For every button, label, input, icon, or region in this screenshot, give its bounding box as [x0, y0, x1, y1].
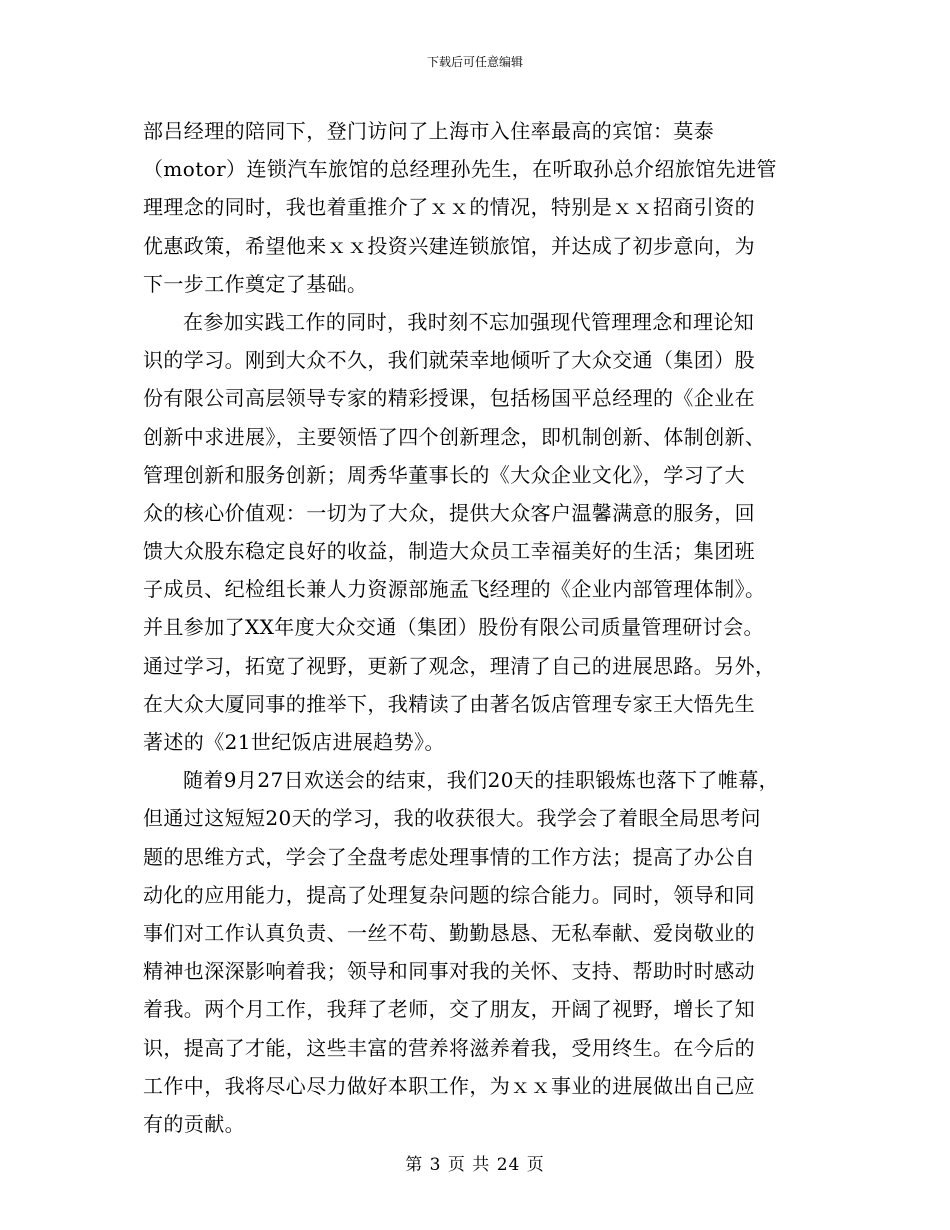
- body-line: 有的贡献。: [143, 1111, 245, 1136]
- paragraph-start-line: 随着9月27日欢送会的结束，我们20天的挂职锻炼也落下了帷幕，: [183, 768, 780, 793]
- body-line: 在大众大厦同事的推举下，我精读了由著名饭店管理专家王大悟先生: [143, 691, 755, 716]
- body-line: 动化的应用能力，提高了处理复杂问题的综合能力。同时，领导和同: [143, 882, 755, 907]
- body-line: 创新中求进展》，主要领悟了四个创新理念，即机制创新、体制创新、: [143, 424, 766, 449]
- page-header-note: 下载后可任意编辑: [426, 55, 523, 69]
- page-number-footer: 第 3 页 共 24 页: [405, 1155, 545, 1175]
- body-line: 众的核心价值观：一切为了大众，提供大众客户温馨满意的服务，回: [143, 500, 755, 525]
- body-line: 份有限公司高层领导专家的精彩授课，包括杨国平总经理的《企业在: [143, 386, 755, 411]
- document-body: [143, 112, 823, 1143]
- body-line: 并且参加了XX年度大众交通（集团）股份有限公司质量管理研讨会。: [143, 615, 764, 640]
- body-line: 部吕经理的陪同下，登门访问了上海市入住率最高的宾馆：莫泰: [143, 119, 715, 143]
- body-line: 下一步工作奠定了基础。: [143, 271, 368, 296]
- body-line: 子成员、纪检组长兼人力资源部施孟飞经理的《企业内部管理体制》。: [143, 577, 766, 602]
- body-line: 着我。两个月工作，我拜了老师，交了朋友，开阔了视野，增长了知: [143, 997, 755, 1022]
- body-line: 通过学习，拓宽了视野，更新了观念，理清了自己的进展思路。另外，: [143, 653, 776, 678]
- body-line: 馈大众股东稳定良好的收益，制造大众员工幸福美好的生活；集团班: [143, 539, 755, 564]
- body-line: 识的学习。刚到大众不久，我们就荣幸地倾听了大众交通（集团）股: [143, 348, 755, 373]
- body-line: 事们对工作认真负责、一丝不苟、勤勤恳恳、无私奉献、爱岗敬业的: [143, 920, 755, 945]
- body-line: 精神也深深影响着我；领导和同事对我的关怀、支持、帮助时时感动: [143, 959, 755, 984]
- body-line: （motor）连锁汽车旅馆的总经理孙先生，在听取孙总介绍旅馆先进管: [143, 157, 777, 182]
- body-line: 理理念的同时，我也着重推介了ｘｘ的情况，特别是ｘｘ招商引资的: [143, 195, 755, 220]
- body-line: 优惠政策，希望他来ｘｘ投资兴建连锁旅馆，并达成了初步意向，为: [143, 233, 755, 258]
- body-line: 管理创新和服务创新；周秀华董事长的《大众企业文化》，学习了大: [143, 462, 745, 487]
- body-line: 但通过这短短20天的学习，我的收获很大。我学会了着眼全局思考问: [143, 806, 761, 831]
- body-line: 著述的《21世纪饭店进展趋势》。: [143, 730, 445, 754]
- body-line: 工作中，我将尽心尽力做好本职工作，为ｘｘ事业的进展做出自己应: [143, 1073, 755, 1098]
- body-line: 题的思维方式，学会了全盘考虑处理事情的工作方法；提高了办公自: [143, 844, 755, 869]
- paragraph-start-line: 在参加实践工作的同时，我时刻不忘加强现代管理理念和理论知: [183, 309, 755, 334]
- body-line: 识，提高了才能，这些丰富的营养将滋养着我，受用终生。在今后的: [143, 1035, 755, 1060]
